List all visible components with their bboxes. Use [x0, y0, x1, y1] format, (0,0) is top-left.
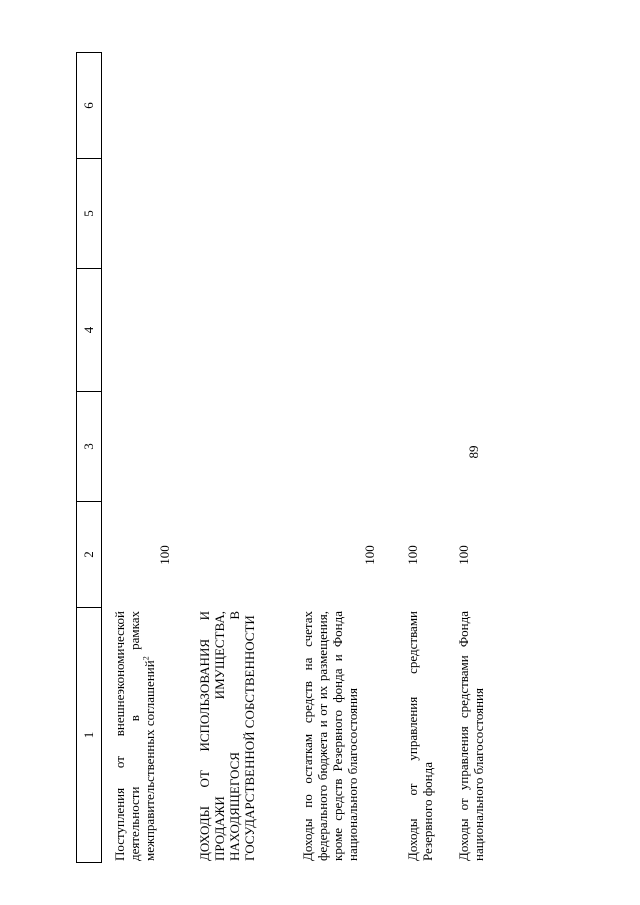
table-row-name: ДОХОДЫ ОТ ИСПОЛЬЗОВАНИЯ И ПРОДАЖИ ИМУЩЕСТВА, НАХОДЯЩЕГОСЯ В ГОСУДАРСТВЕННОЙ СОБСТВЕННОСТИ — [197, 611, 257, 861]
table-row-value: 100 — [405, 545, 420, 565]
column-header-2: 2 — [77, 502, 101, 608]
row-name-text: Поступления от внешнеэкономической деятельности в рамках межправительственных соглашений — [112, 611, 157, 861]
column-header-3: 3 — [77, 392, 101, 502]
table-row-name: Доходы от управления средствами Резервного фонда — [405, 611, 435, 861]
table-header-row — [76, 52, 102, 863]
table-row-name: Доходы от управления средствами Фонда национального благосостояния — [456, 611, 486, 861]
footnote-marker: 2 — [141, 656, 151, 661]
column-header-4: 4 — [77, 269, 101, 392]
column-header-5: 5 — [77, 159, 101, 269]
page-number: 89 — [466, 445, 481, 459]
table-row-value: 100 — [362, 545, 377, 565]
table-row-value: 100 — [157, 545, 172, 565]
table-row-name: Доходы по остаткам средств на счетах федерального бюджета и от их размещения, кроме средств Резервного фонда и Фонда национального благосостояния — [300, 611, 360, 861]
table-row-value: 100 — [456, 545, 471, 565]
table-row-name — [112, 611, 157, 861]
column-header-6: 6 — [77, 52, 101, 159]
column-header-1: 1 — [77, 608, 101, 863]
